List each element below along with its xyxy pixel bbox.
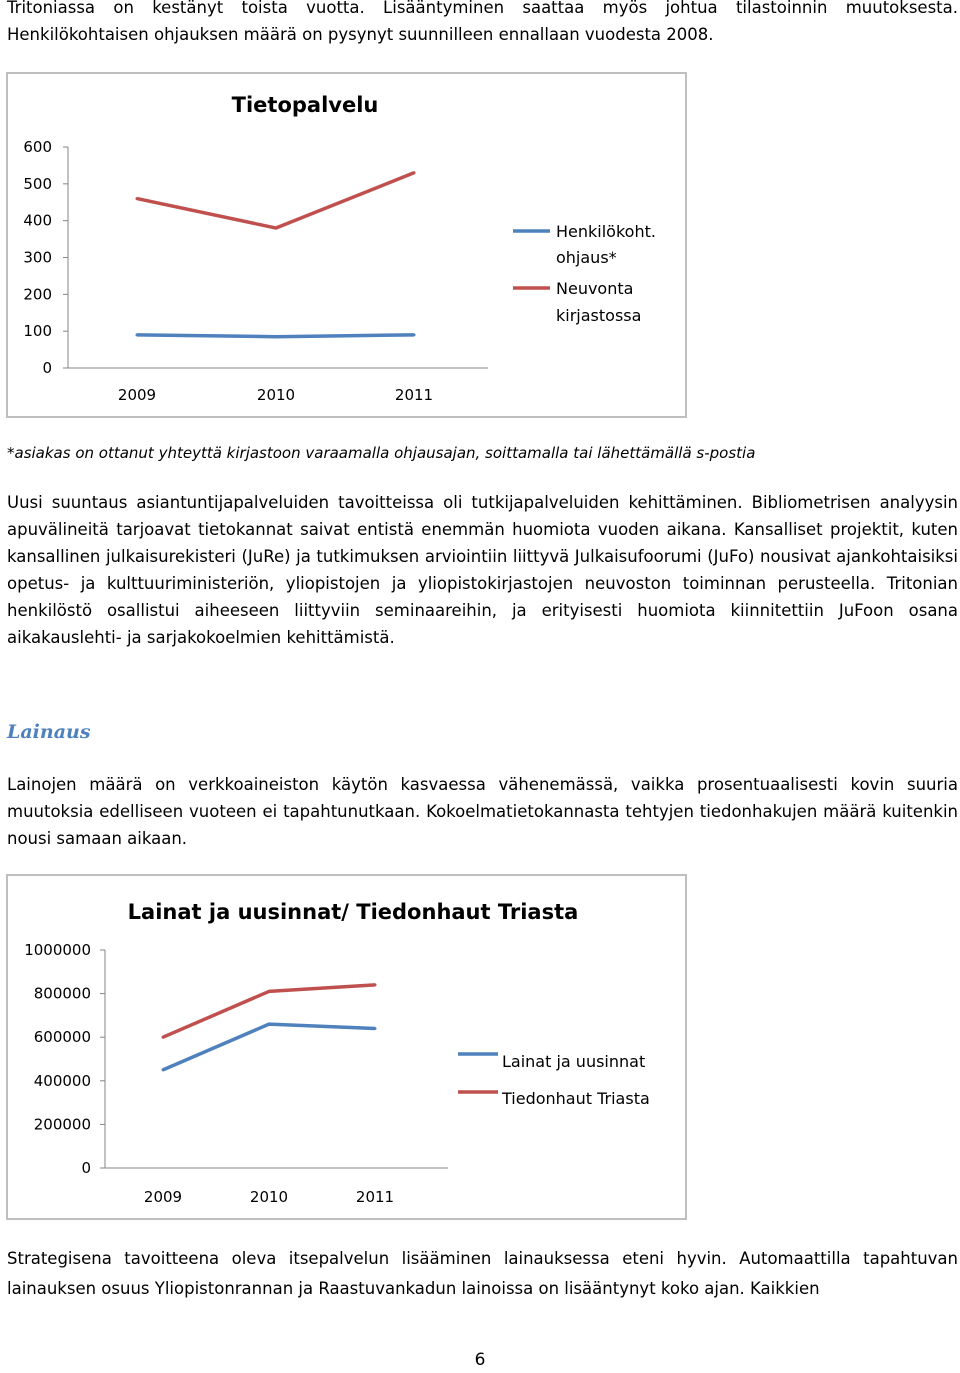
chart-lainat-svg [8, 876, 689, 1222]
x-tick-label: 2011 [394, 386, 434, 404]
data-point [268, 1023, 271, 1026]
y-tick-label: 200 [23, 285, 52, 304]
x-tick-label: 2009 [143, 1188, 183, 1206]
intro-paragraph: Tritoniassa on kestänyt toista vuotta. Lisääntyminen saattaa myös johtua tilastoinnin muutoksesta. Henkilökohtaisen ohjauksen määrä on pysynyt suunnilleen ennallaan vuodesta 2008. [7, 0, 958, 44]
data-point [374, 1027, 377, 1030]
legend-label: kirjastossa [556, 306, 642, 325]
y-tick-label: 400 [23, 211, 52, 230]
data-point [275, 335, 278, 338]
data-point [268, 990, 271, 993]
chart-lainat [6, 874, 687, 1220]
y-tick-label: 600 [23, 138, 52, 156]
legend-label: ohjaus* [556, 248, 617, 267]
chart-title: Lainat ja uusinnat/ Tiedonhaut Triasta [127, 900, 579, 924]
legend-label: Neuvonta [556, 279, 634, 298]
data-point [136, 197, 139, 200]
y-tick-label: 300 [23, 248, 52, 267]
legend-label: Henkilökoht. [556, 222, 656, 241]
data-point [162, 1068, 165, 1071]
y-tick-label: 200000 [33, 1115, 91, 1134]
paragraph-lainaus: Lainojen määrä on verkkoaineiston käytön kasvaessa vähenemässä, vaikka prosentuaalisesti kovin suuria muutoksia edelliseen vuoteen ei tapahtunutkaan. Kokoelmatietokannasta tehtyjen tiedonhakujen määrä kuitenkin nousi samaan aikaan. [7, 775, 958, 848]
chart-tietopalvelu [6, 72, 687, 418]
data-point [162, 1036, 165, 1039]
y-tick-label: 500 [23, 174, 52, 193]
data-point [136, 333, 139, 336]
y-tick-label: 800000 [33, 984, 91, 1003]
data-point [275, 227, 278, 230]
y-tick-label: 400000 [33, 1071, 91, 1090]
x-tick-label: 2010 [249, 1188, 289, 1206]
series-line-2 [137, 173, 414, 228]
y-tick-label: 1000000 [24, 941, 91, 959]
chart-title: Tietopalvelu [231, 93, 379, 117]
x-tick-label: 2010 [256, 386, 296, 404]
y-tick-label: 0 [81, 1159, 91, 1177]
page-number: 6 [474, 1350, 486, 1370]
data-point [374, 983, 377, 986]
footnote: *asiakas on ottanut yhteyttä kirjastoon varaamalla ohjausajan, soittamalla tai lähettämällä s-postia [7, 444, 756, 462]
chart-tietopalvelu-svg [8, 74, 689, 420]
x-tick-label: 2009 [117, 386, 157, 404]
y-tick-label: 100 [23, 322, 52, 341]
y-tick-label: 600000 [33, 1028, 91, 1047]
legend-label: Tiedonhaut Triasta [502, 1089, 650, 1108]
series-line-1 [163, 1024, 375, 1070]
legend-label: Lainat ja uusinnat [502, 1052, 646, 1071]
y-tick-label: 0 [42, 359, 52, 377]
paragraph-itsepalvelu: Strategisena tavoitteena oleva itsepalvelun lisääminen lainauksessa eteni hyvin. Automaattilla tapahtuvan lainauksen osuus Yliopistonrannan ja Raastuvankadun lainoissa on lisääntynyt koko ajan. Kaikkien [7, 1249, 958, 1298]
paragraph-tutkijapalvelut: Uusi suuntaus asiantuntijapalveluiden tavoitteissa oli tutkijapalveluiden kehittäminen. Bibliometrisen analyysin apuvälineitä tarjoavat tietokannat saivat entistä enemmän huomiota vuoden aikana. Kansalliset projektit, kuten kansallinen julkaisurekisteri (JuRe) ja tutkimuksen arviointiin liittyvä Julkaisufoorumi (JuFo) nousivat ajankohtaisiksi opetus- ja kulttuuriministeriön, yliopistojen ja yliopistokirjastojen neuvoston toiminnan perusteella. Tritonian henkilöstö osallistui aiheeseen liittyviin seminaareihin, ja erityisesti huomiota kiinnitettiin JuFoon osana aikakauslehti- ja sarjakokoelmien kehittämistä. [7, 493, 958, 647]
data-point [413, 171, 416, 174]
x-tick-label: 2011 [355, 1188, 395, 1206]
section-heading-lainaus: Lainaus [7, 721, 91, 743]
data-point [413, 333, 416, 336]
